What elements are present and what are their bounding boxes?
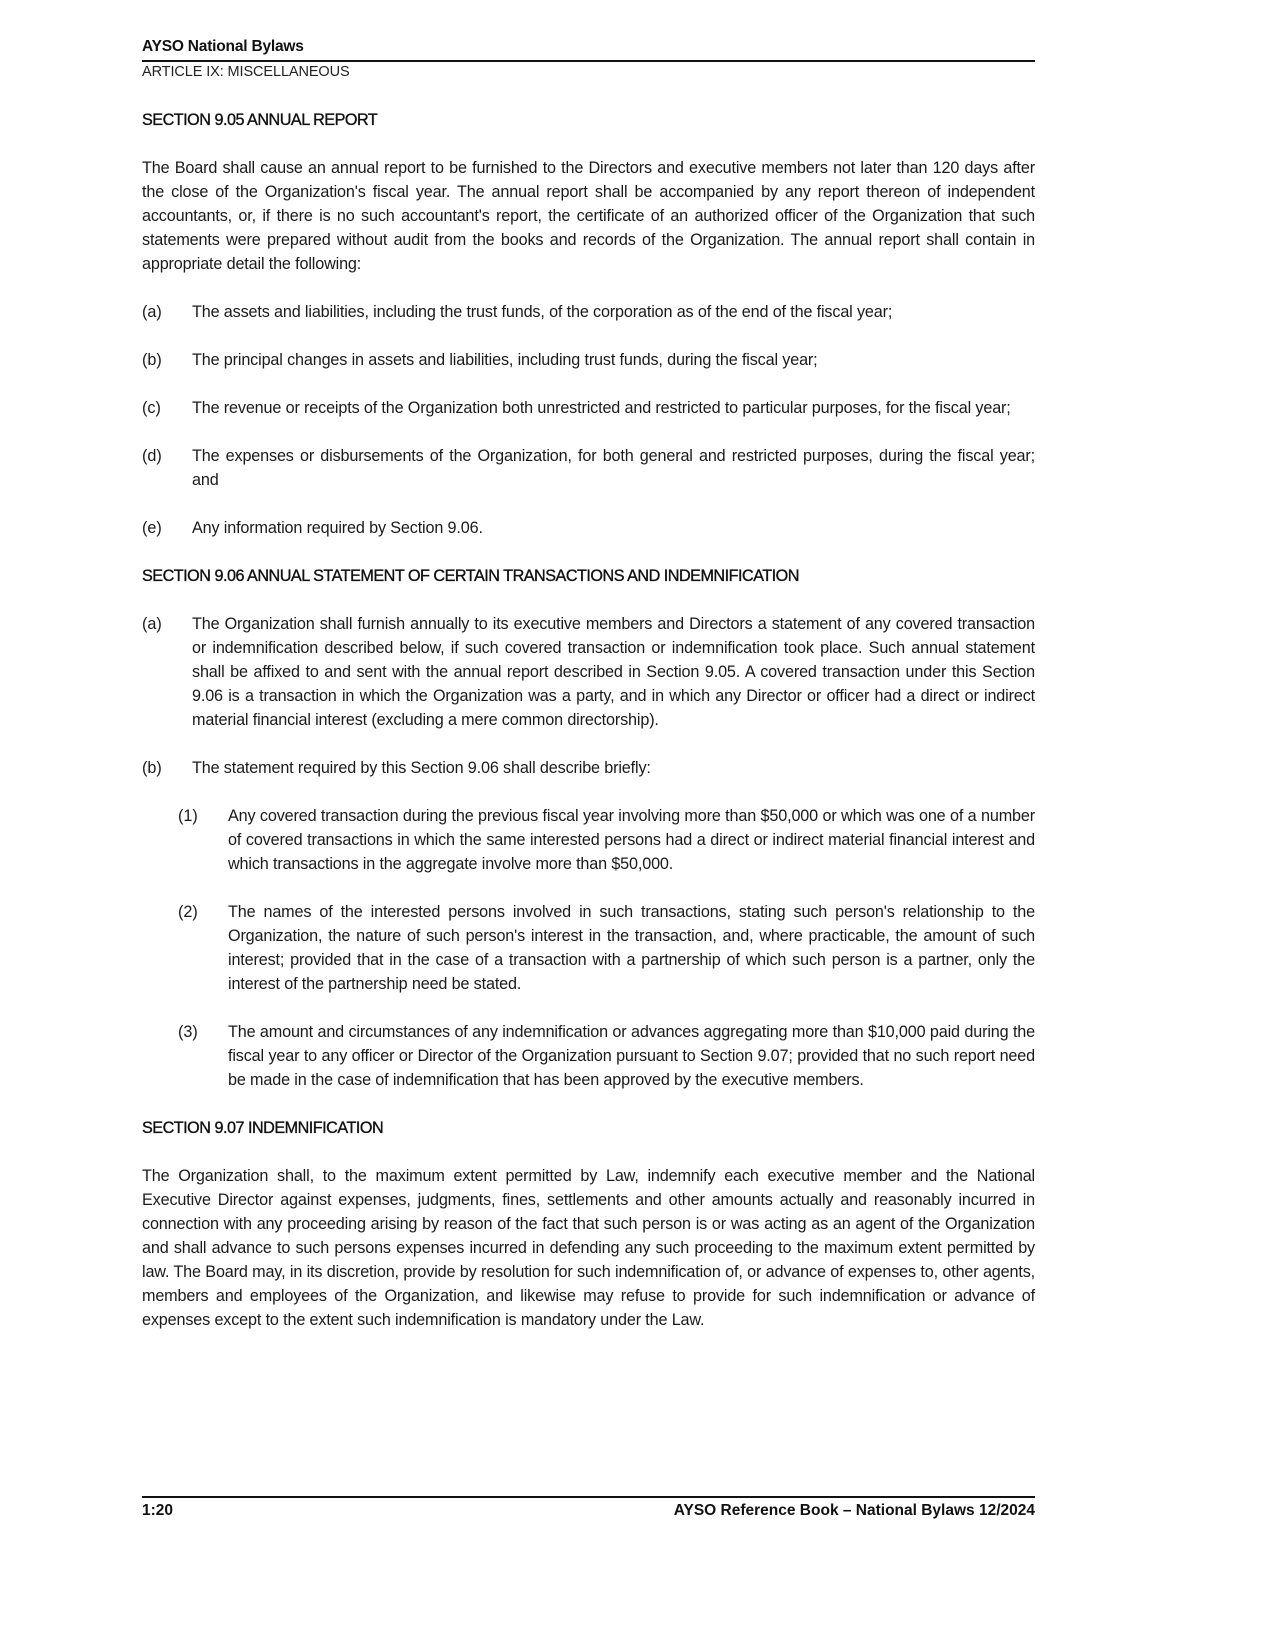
section-heading-9-06: SECTION 9.06 ANNUAL STATEMENT OF CERTAIN TRANSACTIONS AND INDEMNIFICATION <box>142 567 799 585</box>
item-text: Any information required by Section 9.06. <box>192 519 483 537</box>
item-label: (b) <box>142 759 162 777</box>
item-label: (a) <box>142 303 162 321</box>
running-header-article: ARTICLE IX: MISCELLANEOUS <box>142 64 350 80</box>
section-heading-9-05: SECTION 9.05 ANNUAL REPORT <box>142 111 378 129</box>
section-9-05-intro: The Board shall cause an annual report to be furnished to the Directors and executive members not later than 120 days after the close of the Organization's fiscal year. The annual report shall be accompanied by any report thereon of independent accountants, or, if there is no such accountant's report, the certificate of an authorized officer of the Organization that such statements were prepared without audit from the books and records of the Organization. The annual report shall contain in appropriate detail the following: <box>142 159 1035 273</box>
header-divider <box>142 60 1035 62</box>
footer-divider <box>142 1496 1035 1498</box>
list-item-9-05-c <box>142 396 1035 420</box>
item-label: (c) <box>142 399 161 417</box>
list-item-9-05-d <box>142 444 1035 492</box>
sub-item-text: The amount and circumstances of any indemnification or advances aggregating more than $10,000 paid during the fiscal year to any officer or Director of the Organization pursuant to Section 9.07; provided that no such report need be made in the case of indemnification that has been approved by the executive members. <box>228 1023 1035 1089</box>
item-text: The expenses or disbursements of the Organization, for both general and restricted purposes, during the fiscal year; and <box>192 447 1035 489</box>
item-label: (a) <box>142 615 162 633</box>
section-heading-9-07: SECTION 9.07 INDEMNIFICATION <box>142 1119 384 1137</box>
sub-item-label: (1) <box>178 807 198 825</box>
item-label: (b) <box>142 351 162 369</box>
item-text: The Organization shall furnish annually to its executive members and Directors a statement of any covered transaction or indemnification described below, if such covered transaction or indemnification took place. Such annual statement shall be affixed to and sent with the annual report described in Section 9.05. A covered transaction under this Section 9.06 is a transaction in which the Organization was a party, and in which any Director or officer had a direct or indirect material financial interest (excluding a mere common directorship). <box>192 615 1035 729</box>
sub-item-9-06-b-3 <box>178 1020 1035 1092</box>
sub-item-label: (2) <box>178 903 198 921</box>
item-label: (d) <box>142 447 162 465</box>
list-item-9-05-e <box>142 516 1035 540</box>
item-label: (e) <box>142 519 162 537</box>
list-item-9-05-b <box>142 348 1035 372</box>
footer-book-title: AYSO Reference Book – National Bylaws 12/2024 <box>673 1502 1035 1519</box>
item-text: The principal changes in assets and liabilities, including trust funds, during the fiscal year; <box>192 351 818 369</box>
page-number: 1:20 <box>142 1502 174 1519</box>
sub-item-text: The names of the interested persons involved in such transactions, stating such person's relationship to the Organization, the nature of such person's interest in the transaction, and, where practicable, the amount of such interest; provided that in the case of a transaction with a partnership of which such person is a partner, only the interest of the partnership need be stated. <box>228 903 1035 993</box>
item-text: The statement required by this Section 9.06 shall describe briefly: <box>192 759 651 777</box>
list-item-9-06-b <box>142 756 1035 780</box>
sub-item-9-06-b-1 <box>178 804 1035 876</box>
running-header-title: AYSO National Bylaws <box>142 38 304 55</box>
list-item-9-06-a <box>142 612 1035 732</box>
item-text: The assets and liabilities, including the trust funds, of the corporation as of the end of the fiscal year; <box>192 303 893 321</box>
section-9-07-body: The Organization shall, to the maximum extent permitted by Law, indemnify each executive member and the National Executive Director against expenses, judgments, fines, settlements and other amounts actually and reasonably incurred in connection with any proceeding arising by reason of the fact that such person is or was acting as an agent of the Organization and shall advance to such persons expenses incurred in defending any such proceeding to the maximum extent permitted by law. The Board may, in its discretion, provide by resolution for such indemnification of, or advance of expenses to, other agents, members and employees of the Organization, and likewise may refuse to provide for such indemnification or advance of expenses except to the extent such indemnification is mandatory under the Law. <box>142 1167 1035 1329</box>
page-body <box>142 108 1035 1332</box>
sub-item-label: (3) <box>178 1023 198 1041</box>
item-text: The revenue or receipts of the Organization both unrestricted and restricted to particular purposes, for the fiscal year; <box>192 399 1011 417</box>
sub-item-9-06-b-2 <box>178 900 1035 996</box>
list-item-9-05-a <box>142 300 1035 324</box>
sub-item-text: Any covered transaction during the previous fiscal year involving more than $50,000 or which was one of a number of covered transactions in which the same interested persons had a direct or indirect material financial interest and which transactions in the aggregate involve more than $50,000. <box>228 807 1035 873</box>
